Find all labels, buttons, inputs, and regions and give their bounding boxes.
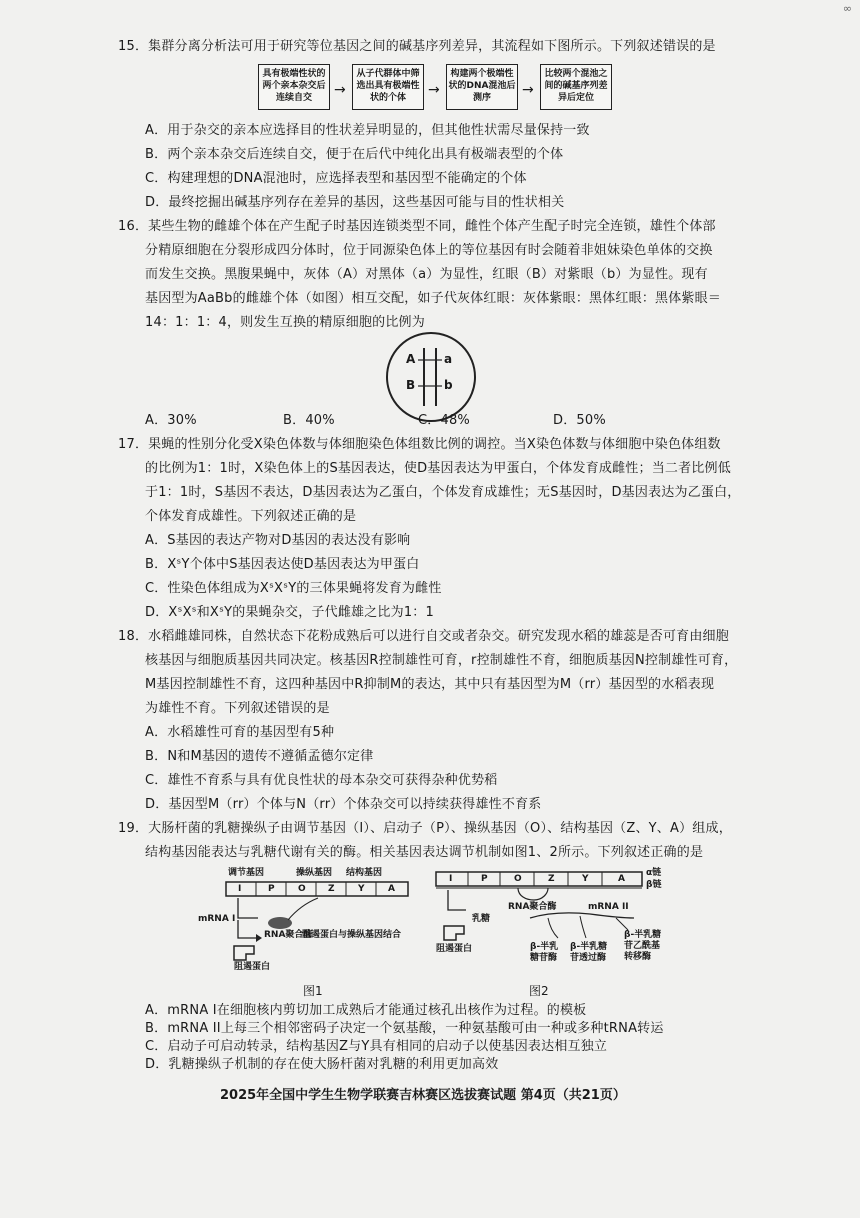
q15-option-a: A．用于杂交的亲本应选择目的性状差异明显的，但其他性状需尽量保持一致 — [145, 123, 590, 138]
gene-B: B — [406, 378, 416, 392]
q17-line-1: 17．果蝇的性别分化受X染色体数与体细胞染色体组数比例的调控。当X染色体数与体细胞中染色体组数 — [118, 437, 721, 452]
fig1-gene-P: P — [268, 884, 275, 894]
q16-option-a: A．30% — [145, 413, 197, 428]
gene-a: a — [444, 352, 453, 366]
figure-2 — [430, 866, 670, 978]
fig1-repressor-label: 阻遏蛋白 — [234, 962, 271, 972]
fig2-lactose-label: 乳糖 — [472, 914, 491, 924]
fig1-mrna-label: mRNA I — [198, 914, 236, 924]
q18-line-1: 18．水稻雌雄同株，自然状态下花粉成熟后可以进行自交或者杂交。研究发现水稻的雄蕊是否可育由细胞 — [118, 629, 729, 644]
q16-line-2: 分精原细胞在分裂形成四分体时，位于同源染色体上的等位基因有时会随着非姐妹染色单体的交换 — [145, 243, 713, 258]
fig2-enzyme-1: β-半乳糖苷酶 — [530, 942, 559, 963]
flow-step-3: 构建两个极端性状的DNA混池后测序 — [446, 64, 518, 110]
fig1-gene-Y: Y — [358, 884, 365, 894]
fig2-gene-I: I — [449, 874, 453, 884]
fig1-polymerase-label: RNA聚合酶 — [264, 930, 313, 940]
fig1-gene-O: O — [298, 884, 306, 894]
gene-b: b — [444, 378, 453, 392]
q16-option-d: D．50% — [553, 413, 606, 428]
fig2-gene-Y: Y — [582, 874, 589, 884]
q16-line-3: 而发生交换。黑腹果蝇中，灰体（A）对黑体（a）为显性，红眼（B）对紫眼（b）为显性。现有 — [145, 267, 708, 282]
q16-option-b: B．40% — [283, 413, 335, 428]
q17-option-d: D．XˢXˢ和XˢY的果蝇杂交，子代雌雄之比为1：1 — [145, 605, 434, 620]
q15-option-d: D．最终挖掘出碱基序列存在差异的基因，这些基因可能与目的性状相关 — [145, 195, 565, 210]
q18-line-3: M基因控制雄性不育，这四种基因中R抑制M的表达，其中只有基因型为M（rr）基因型的水稻表现 — [145, 677, 715, 692]
figure-2-caption: 图2 — [529, 984, 549, 998]
fig1-label-structural: 结构基因 — [346, 868, 383, 878]
q19-option-a: A．mRNA I在细胞核内剪切加工成熟后才能通过核孔出核作为过程。的模板 — [145, 1003, 587, 1018]
q17-line-2: 的比例为1：1时，X染色体上的S基因表达，使D基因表达为甲蛋白，个体发育成雌性；当二者比例低 — [145, 461, 731, 476]
fig1-gene-Z: Z — [328, 884, 335, 894]
q16-line-5: 14：1：1：4，则发生互换的精原细胞的比例为 — [145, 315, 425, 330]
corner-mark: ∞ — [842, 2, 852, 15]
q16-line-4: 基因型为AaBb的雌雄个体（如图）相互交配，如子代灰体红眼：灰体紫眼：黑体红眼：黑体紫眼＝ — [145, 291, 722, 306]
q17-line-3: 于1：1时，S基因不表达，D基因表达为乙蛋白，个体发育成雄性；无S基因时，D基因表达为乙蛋白， — [145, 485, 741, 500]
flow-arrow-icon: → — [334, 82, 346, 98]
chromosome-icon — [388, 334, 474, 420]
fig1-repressor-bind-label: 阻遏蛋白与操纵基因结合 — [302, 930, 402, 940]
figure-1-caption: 图1 — [303, 984, 323, 998]
q15-stem: 15．集群分离分析法可用于研究等位基因之间的碱基序列差异，其流程如下图所示。下列叙述错误的是 — [118, 39, 716, 54]
q16-line-1: 16．某些生物的雌雄个体在产生配子时基因连锁类型不同，雌性个体产生配子时完全连锁，雄性个体部 — [118, 219, 716, 234]
q15-flowchart — [258, 64, 613, 114]
q18-line-4: 为雄性不育。下列叙述错误的是 — [145, 701, 330, 716]
q17-line-4: 个体发育成雄性。下列叙述正确的是 — [145, 509, 357, 524]
figure-1 — [198, 868, 418, 978]
q18-option-a: A．水稻雄性可育的基因型有5种 — [145, 725, 335, 740]
flow-arrow-icon: → — [522, 82, 534, 98]
fig2-enzyme-2: β-半乳糖苷透过酶 — [570, 942, 608, 963]
q15-option-b: B．两个亲本杂交后连续自交，便于在后代中纯化出具有极端表型的个体 — [145, 147, 564, 162]
fig2-polymerase-label: RNA聚合酶 — [508, 902, 557, 912]
fig2-repressor-label: 阻遏蛋白 — [436, 944, 473, 954]
fig2-enzyme-3: β-半乳糖苷乙酰基转移酶 — [624, 930, 662, 962]
fig2-gene-O: O — [514, 874, 522, 884]
page-footer: 2025年全国中学生生物学联赛吉林赛区选拔赛试题 第4页（共21页） — [220, 1088, 626, 1103]
fig2-gene-Z: Z — [548, 874, 555, 884]
fig2-mrna-label: mRNA II — [588, 902, 629, 912]
q19-option-d: D．乳糖操纵子机制的存在使大肠杆菌对乳糖的利用更加高效 — [145, 1057, 499, 1072]
q16-option-c: C．48% — [418, 413, 470, 428]
fig2-gene-P: P — [481, 874, 488, 884]
q19-line-1: 19．大肠杆菌的乳糖操纵子由调节基因（I）、启动子（P）、操纵基因（O）、结构基因（Z、Y、A）组成， — [118, 821, 732, 836]
fig2-beta-strand: β链 — [646, 880, 662, 890]
q18-option-d: D．基因型M（rr）个体与N（rr）个体杂交可以持续获得雄性不育系 — [145, 797, 542, 812]
q17-option-c: C．性染色体组成为XˢXˢY的三体果蝇将发育为雌性 — [145, 581, 442, 596]
q18-option-c: C．雄性不育系与具有优良性状的母本杂交可获得杂种优势稻 — [145, 773, 498, 788]
fig2-gene-A: A — [618, 874, 625, 884]
fig1-gene-I: I — [238, 884, 242, 894]
flow-step-1: 具有极端性状的两个亲本杂交后连续自交 — [258, 64, 330, 110]
q17-option-b: B．XˢY个体中S基因表达使D基因表达为甲蛋白 — [145, 557, 420, 572]
flow-arrow-icon: → — [428, 82, 440, 98]
q19-line-2: 结构基因能表达与乳糖代谢有关的酶。相关基因表达调节机制如图1、2所示。下列叙述正确的是 — [145, 845, 704, 860]
fig2-alpha-strand: α链 — [646, 868, 662, 878]
q19-option-c: C．启动子可启动转录，结构基因Z与Y具有相同的启动子以使基因表达相互独立 — [145, 1039, 608, 1054]
fig1-label-operator: 操纵基因 — [296, 868, 333, 878]
flow-step-4: 比较两个混池之间的碱基序列差异后定位 — [540, 64, 612, 110]
fig1-gene-A: A — [388, 884, 395, 894]
fig1-label-regulator: 调节基因 — [228, 868, 265, 878]
q17-option-a: A．S基因的表达产物对D基因的表达没有影响 — [145, 533, 411, 548]
q15-option-c: C．构建理想的DNA混池时，应选择表型和基因型不能确定的个体 — [145, 171, 527, 186]
flow-step-2: 从子代群体中筛选出具有极端性状的个体 — [352, 64, 424, 110]
q19-option-b: B．mRNA II上每三个相邻密码子决定一个氨基酸，一种氨基酸可由一种或多种tRNA转运 — [145, 1021, 664, 1036]
q18-line-2: 核基因与细胞质基因共同决定。核基因R控制雄性可育，r控制雄性不育，细胞质基因N控制雄性可育， — [145, 653, 738, 668]
q18-option-b: B．N和M基因的遗传不遵循孟德尔定律 — [145, 749, 374, 764]
cell-diagram — [386, 332, 476, 422]
gene-A: A — [406, 352, 416, 366]
